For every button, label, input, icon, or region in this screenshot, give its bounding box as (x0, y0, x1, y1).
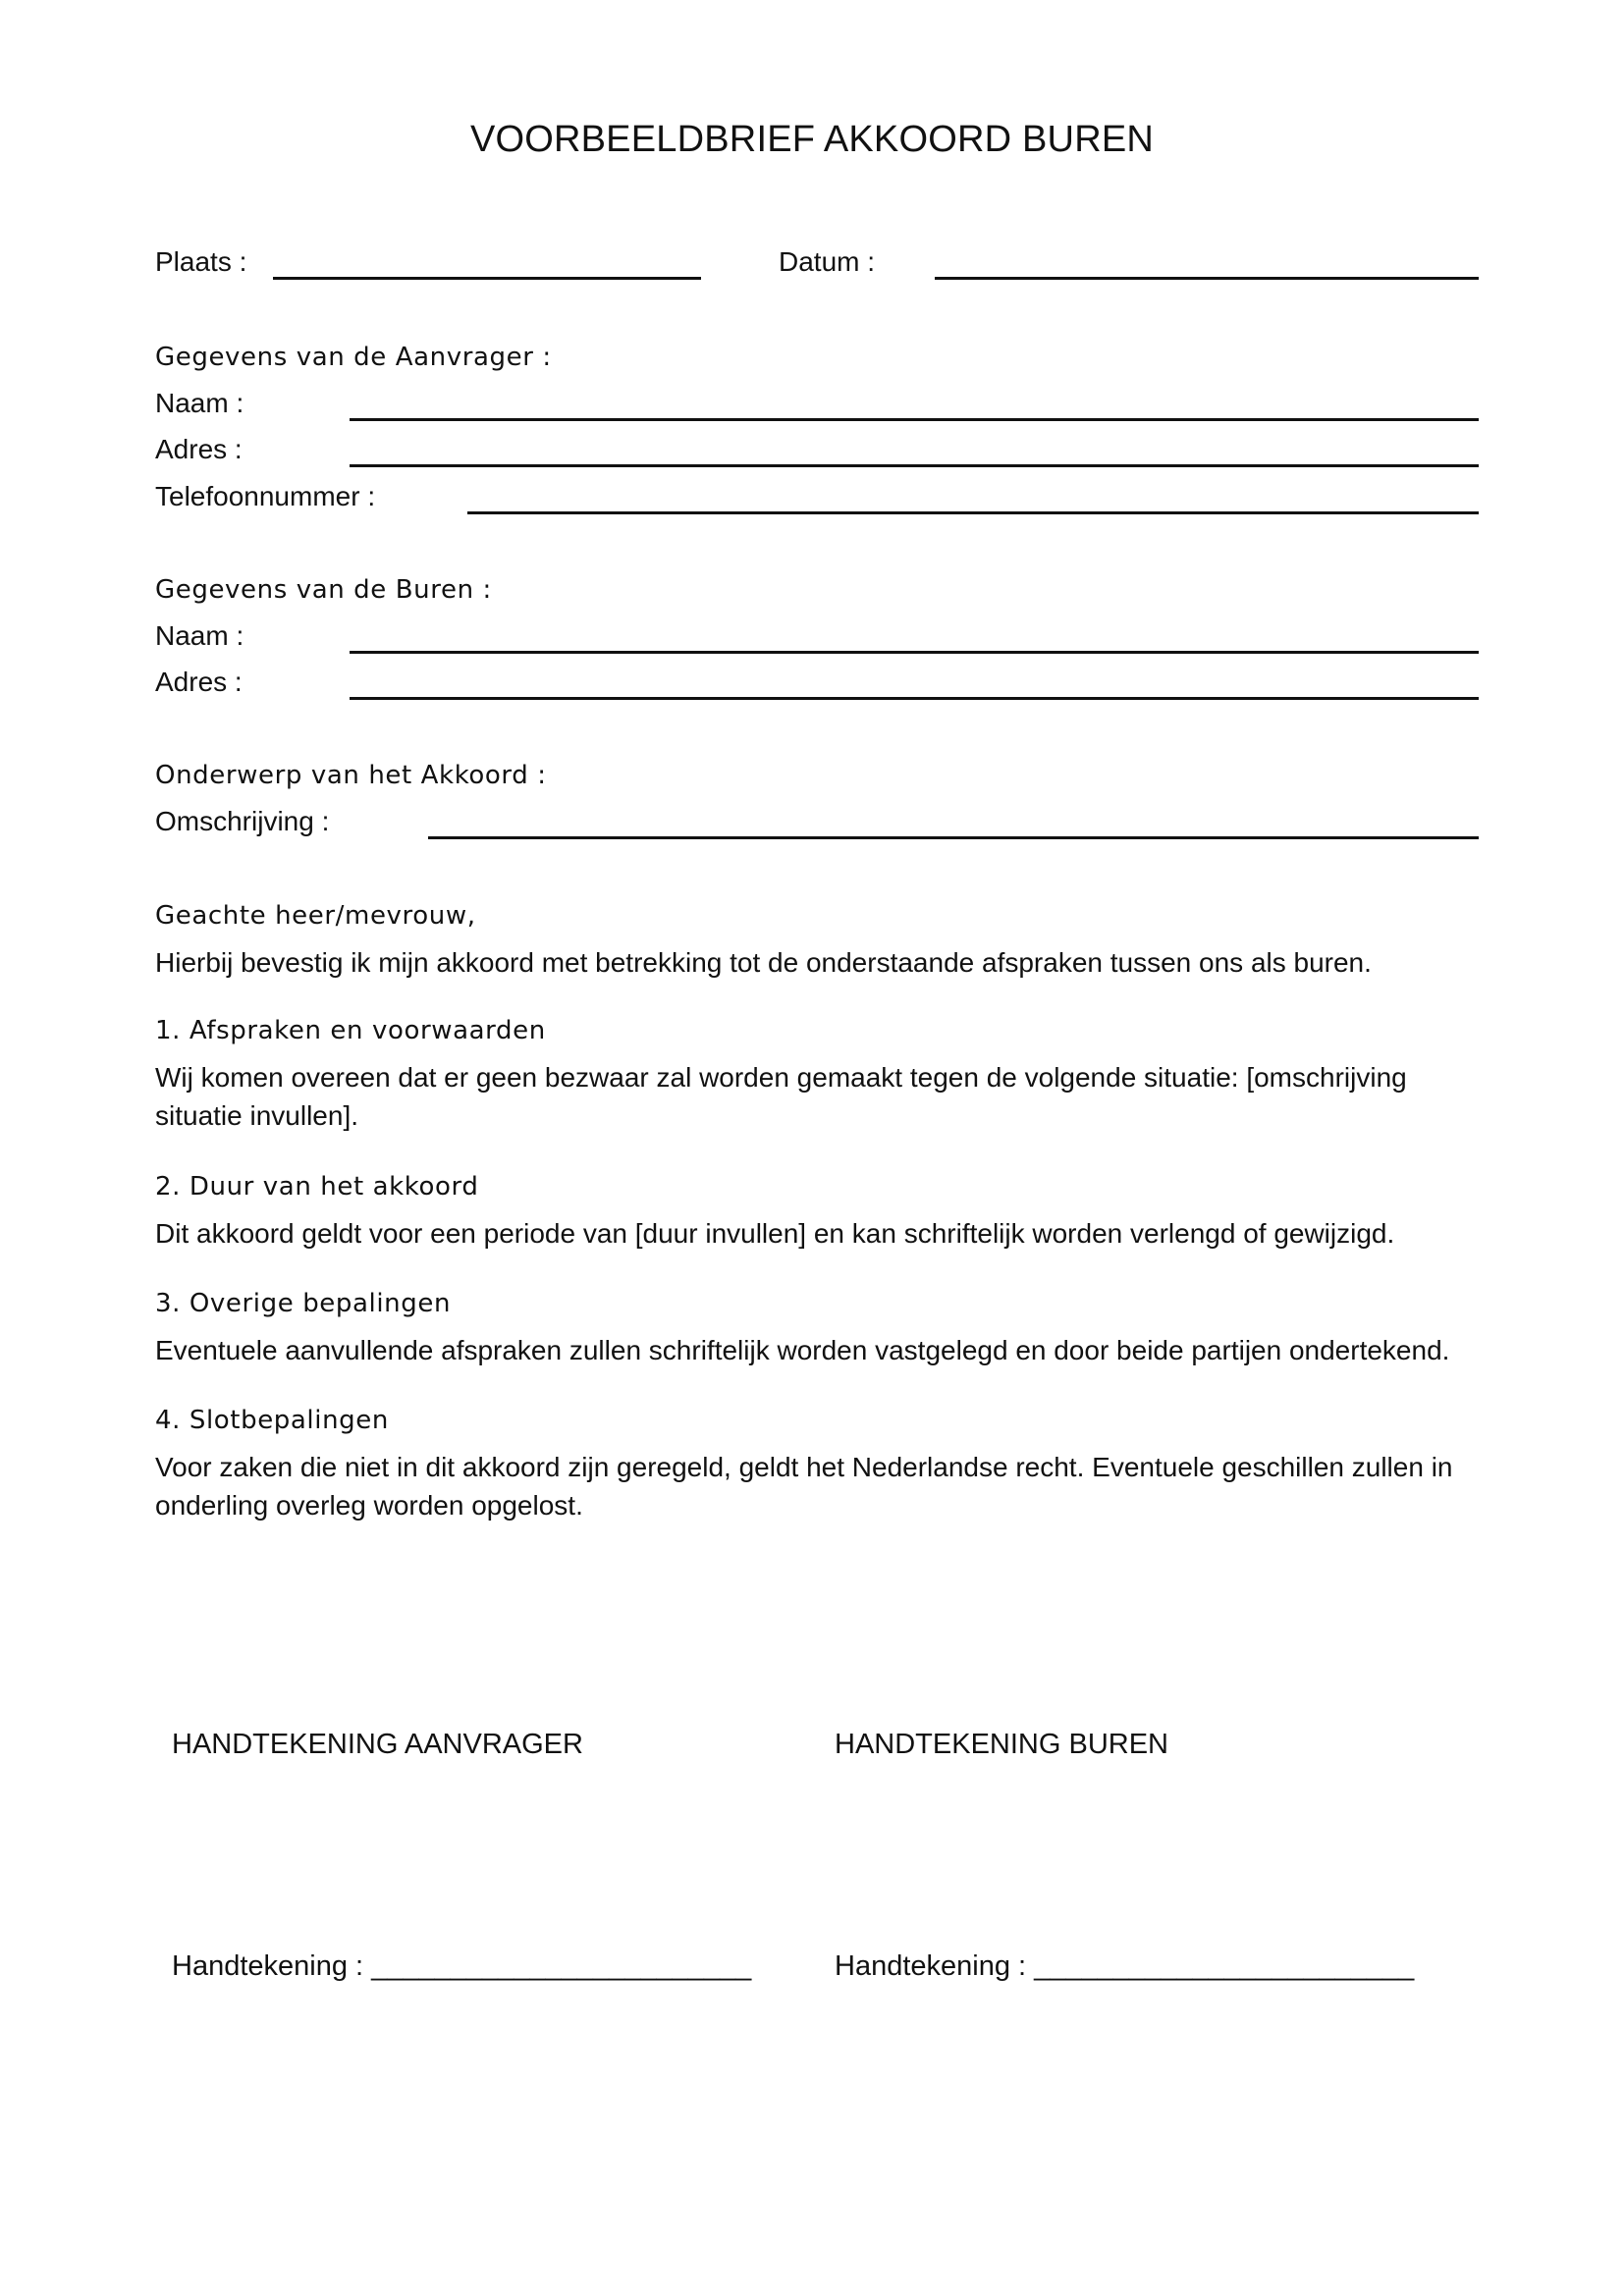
neighbours-signature-line[interactable]: Handtekening : ________________________ (835, 1950, 1415, 1982)
subject-omschrijving-field[interactable] (428, 836, 1479, 839)
intro-paragraph: Hierbij bevestig ik mijn akkoord met betrekking tot de onderstaande afspraken tussen ons als buren. (155, 947, 1372, 978)
section-2-heading: 2. Duur van het akkoord (155, 1172, 479, 1201)
applicant-telefoon-label: Telefoonnummer : (155, 481, 376, 511)
salutation: Geachte heer/mevrouw, (155, 901, 476, 931)
page-title: VOORBEELDBRIEF AKKOORD BUREN (469, 119, 1155, 160)
applicant-telefoon-field[interactable] (467, 511, 1479, 514)
plaats-field[interactable] (273, 277, 701, 280)
neighbours-adres-field[interactable] (350, 697, 1479, 700)
applicant-adres-label: Adres : (155, 434, 243, 464)
neighbours-signature-heading: HANDTEKENING BUREN (835, 1729, 1168, 1760)
section-2-text: Dit akkoord geldt voor een periode van [duur invullen] en kan schriftelijk worden verlengd of gewijzigd. (155, 1218, 1395, 1249)
applicant-naam-field[interactable] (350, 418, 1479, 421)
applicant-signature-heading: HANDTEKENING AANVRAGER (172, 1729, 583, 1760)
neighbours-naam-field[interactable] (350, 651, 1479, 654)
section-4-heading: 4. Slotbepalingen (155, 1406, 389, 1435)
applicant-heading: Gegevens van de Aanvrager : (155, 343, 552, 372)
datum-label: Datum : (779, 246, 876, 277)
applicant-adres-field[interactable] (350, 464, 1479, 467)
applicant-signature-line[interactable]: Handtekening : ________________________ (172, 1950, 752, 1982)
section-3-text: Eventuele aanvullende afspraken zullen schriftelijk worden vastgelegd en door beide partijen ondertekend. (155, 1335, 1450, 1365)
datum-field[interactable] (935, 277, 1479, 280)
section-1-text: Wij komen overeen dat er geen bezwaar zal worden gemaakt tegen de volgende situatie: [omschrijving situatie invullen]. (155, 1062, 1407, 1131)
subject-omschrijving-label: Omschrijving : (155, 806, 330, 836)
neighbours-naam-label: Naam : (155, 620, 244, 651)
neighbours-heading: Gegevens van de Buren : (155, 575, 492, 605)
neighbours-adres-label: Adres : (155, 667, 243, 697)
applicant-naam-label: Naam : (155, 388, 244, 418)
plaats-label: Plaats : (155, 246, 247, 277)
section-4-text: Voor zaken die niet in dit akkoord zijn geregeld, geldt het Nederlandse recht. Eventuele geschillen zullen in onderling overleg worden opgelost. (155, 1452, 1453, 1521)
section-1-heading: 1. Afspraken en voorwaarden (155, 1016, 546, 1045)
section-3-heading: 3. Overige bepalingen (155, 1289, 452, 1318)
subject-heading: Onderwerp van het Akkoord : (155, 761, 547, 790)
